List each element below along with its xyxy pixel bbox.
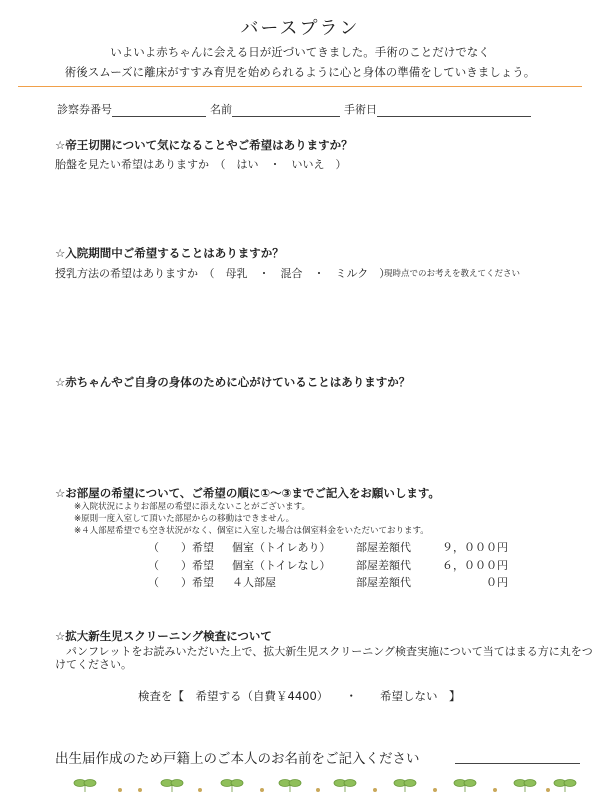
seed-dot — [260, 788, 264, 792]
q4-note-1: ※入院状況によりお部屋の希望に添えないことがございます。 — [74, 502, 310, 512]
q2-feeding-note: 現時点でのお考えを教えてください — [384, 269, 521, 279]
sprout-icon — [454, 780, 476, 793]
room-fee-amount: ９，０００円 — [442, 541, 508, 554]
intro-line-1: いよいよ赤ちゃんに会える日が近づいてきました。手術のことだけでなく — [110, 45, 490, 59]
sprout-icon — [221, 780, 243, 793]
room-type: 個室（トイレあり） — [232, 541, 331, 554]
seed-dot — [316, 788, 320, 792]
room-type: 個室（トイレなし） — [232, 559, 331, 572]
name-label: 名前 — [210, 103, 232, 116]
q5-heading: ☆拡大新生児スクリーニング検査について — [55, 629, 272, 643]
room-fee-amount: ０円 — [486, 576, 508, 589]
room-pref-input[interactable]: （ ）希望 — [148, 559, 214, 572]
sprout-border — [0, 772, 600, 800]
sprout-icon — [394, 780, 416, 793]
room-option-row[interactable] — [148, 574, 508, 590]
screening-choice[interactable]: 検査を【 希望する（自費￥4400） ・ 希望しない 】 — [138, 689, 461, 703]
intro-line-2: 術後スムーズに離床がすすみ育児を始められるように心と身体の準備をしていきましょう。 — [64, 65, 536, 79]
seed-dot — [118, 788, 122, 792]
page-title: バースプラン — [240, 18, 360, 39]
q3-heading: ☆赤ちゃんやご自身の身体のために心がけていることはありますか？ — [55, 375, 411, 389]
sprout-icon — [514, 780, 536, 793]
room-option-row[interactable] — [148, 539, 508, 555]
q2-heading: ☆入院期間中ご希望することはありますか？ — [55, 246, 284, 260]
room-fee-amount: ６，０００円 — [442, 559, 508, 572]
seed-dot — [138, 788, 142, 792]
seed-dot — [198, 788, 202, 792]
room-type: ４人部屋 — [232, 576, 276, 589]
sprout-icon — [279, 780, 301, 793]
q1-heading: ☆帝王切開について気になることやご希望はありますか？ — [55, 138, 353, 152]
seed-dot — [373, 788, 377, 792]
room-fee-label: 部屋差額代 — [356, 576, 411, 589]
card-no-label: 診察券番号 — [57, 103, 112, 116]
card-no-field[interactable] — [112, 104, 206, 117]
room-fee-label: 部屋差額代 — [356, 541, 411, 554]
sprout-icon — [161, 780, 183, 793]
q5-body-line-2: けてください。 — [55, 658, 132, 671]
sprout-border-svg — [0, 772, 600, 800]
room-pref-input[interactable]: （ ）希望 — [148, 576, 214, 589]
name-field[interactable] — [232, 104, 340, 117]
sprout-icon — [74, 780, 96, 793]
q5-body-line-1: パンフレットをお読みいただいた上で、拡大新生児スクリーニング検査実施について当てはまる方に丸をつ — [55, 645, 593, 658]
seed-dot — [546, 788, 550, 792]
room-pref-input[interactable]: （ ）希望 — [148, 541, 214, 554]
seed-dot — [493, 788, 497, 792]
q4-heading: ☆お部屋の希望について、ご希望の順に①～③までご記入をお願いします。 — [55, 486, 440, 500]
q4-note-3: ※４人部屋希望でも空き状況がなく、個室に入室した場合は個室料金をいただいております。 — [74, 526, 429, 536]
room-fee-label: 部屋差額代 — [356, 559, 411, 572]
sprout-icon — [334, 780, 356, 793]
sprout-icon — [554, 780, 576, 793]
birth-cert-instruction: 出生届作成のため戸籍上のご本人のお名前をご記入ください — [55, 751, 420, 767]
patient-info-row — [57, 101, 535, 117]
room-option-row[interactable] — [148, 557, 508, 573]
q2-feeding-line: 授乳方法の希望はありますか （ 母乳 ・ 混合 ・ ミルク ） — [55, 267, 391, 280]
surgery-date-label: 手術日 — [344, 103, 377, 116]
seed-dot — [433, 788, 437, 792]
q4-note-2: ※原則一度入室して頂いた部屋からの移動はできません。 — [74, 514, 295, 524]
header-divider — [18, 86, 582, 87]
surgery-date-field[interactable] — [377, 104, 531, 117]
q1-placenta-line: 胎盤を見たい希望はありますか （ はい ・ いいえ ） — [55, 158, 347, 171]
birth-cert-name-field[interactable] — [455, 763, 580, 764]
